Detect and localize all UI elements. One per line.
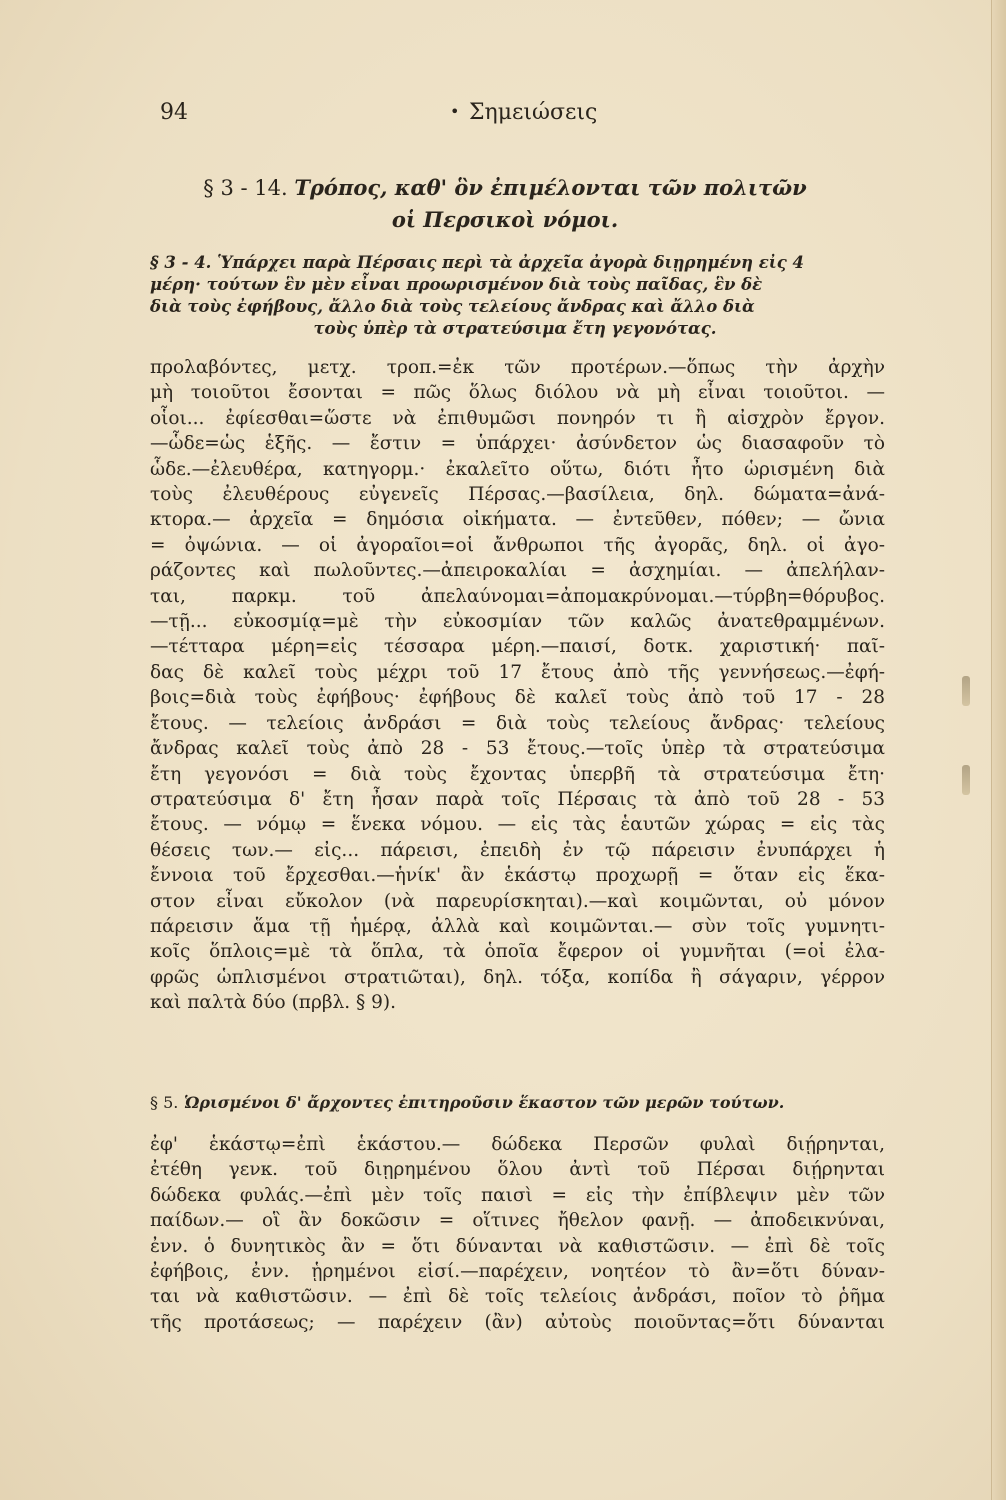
page-number: 94: [160, 100, 188, 125]
text-line: κοῖς ὅπλοις=μὲ τὰ ὅπλα, τὰ ὁποῖα ἔφερον οἱ γυμνῆται (=οἱ ἐλα-: [150, 941, 885, 963]
text-line: ὧδε.—ἐλευθέρα, κατηγορμ.· ἐκαλεῖτο οὕτω, διότι ἦτο ὡρισμένη διὰ: [150, 458, 885, 480]
text-line: θέσεις των.— εἰς... πάρεισι, ἐπειδὴ ἐν τῷ πάρεισιν ἐνυπάρχει ἡ: [150, 839, 885, 861]
title-ref: § 3 - 14.: [203, 176, 288, 200]
text-line: ἐφήβοις, ἐνν. ᾑρημένοι εἰσί.—παρέχειν, νοητέον τὸ ἂν=ὅτι δύναν-: [150, 1261, 885, 1283]
margin-mark: [962, 765, 970, 795]
text-line: —τῇ... εὐκοσμίᾳ=μὲ τὴν εὐκοσμίαν τῶν καλῶς ἀνατεθραμμένων.: [150, 611, 885, 633]
text-line: ἔννοια τοῦ ἔρχεσθαι.—ἡνίκ' ἂν ἑκάστῳ προχωρῇ = ὅταν εἰς ἕκα-: [150, 865, 885, 887]
text-line: μὴ τοιοῦτοι ἔσονται = πῶς ὅλως διόλου νὰ μὴ εἶναι τοιοῦτοι. —: [150, 382, 885, 404]
text-line: ται νὰ καθιστῶσιν. — ἐπὶ δὲ τοῖς τελείοις ἀνδράσι, ποῖον τὸ ῥῆμα: [150, 1286, 885, 1308]
text-line: καὶ παλτὰ δύο (πρβλ. § 9).: [150, 992, 397, 1014]
text-line: κτορα.— ἀρχεῖα = δημόσια οἰκήματα. — ἐντεῦθεν, πόθεν; — ὤνια: [150, 509, 885, 531]
text-line: ἄνδρας καλεῖ τοὺς ἀπὸ 28 - 53 ἔτους.—τοῖς ὑπὲρ τὰ στρατεύσιμα: [150, 738, 885, 760]
text-line: βοις=διὰ τοὺς ἐφήβους· ἐφήβους δὲ καλεῖ τοὺς ἀπὸ τοῦ 17 - 28: [150, 687, 885, 709]
text-line: —τέτταρα μέρη=εἰς τέσσαρα μέρη.—παισί, δοτκ. χαριστική· παῖ-: [150, 636, 885, 658]
text-line: ἐφ' ἑκάστῳ=ἐπὶ ἑκάστου.— δώδεκα Περσῶν φυλαὶ διῄρηνται,: [150, 1134, 885, 1155]
text-line: δας δὲ καλεῖ τοὺς μέχρι τοῦ 17 ἔτους ἀπὸ τῆς γεννήσεως.—ἐφή-: [150, 661, 885, 683]
summary-line: μέρη· τούτων ἓν μὲν εἶναι προωρισμένον διὰ τοὺς παῖδας, ἓν δὲ: [150, 275, 763, 294]
title-line-2: οἱ Περσικοὶ νόμοι.: [391, 207, 619, 232]
text-line: στον εἶναι εὔκολον (νὰ παρευρίσκηται).—καὶ κοιμῶνται, οὐ μόνον: [150, 890, 885, 912]
section-5-title: Ὡρισμένοι δ' ἄρχοντες ἐπιτηροῦσιν ἕκαστον τῶν μερῶν τούτων.: [183, 1093, 785, 1112]
title-text-1: Τρόπος, καθ' ὃν ἐπιμέλονται τῶν πολιτῶν: [294, 175, 807, 200]
text-line: οἷοι... ἐφίεσθαι=ὥστε νὰ ἐπιθυμῶσι πονηρόν τι ἢ αἰσχρὸν ἔργον.: [150, 407, 885, 429]
text-line: ράζοντες καὶ πωλοῦντες.—ἀπειροκαλίαι = ἀσχημίαι. — ἀπελήλαν-: [150, 560, 885, 582]
text-line: στρατεύσιμα δ' ἔτη ἦσαν παρὰ τοῖς Πέρσαις τὰ ἀπὸ τοῦ 28 - 53: [150, 788, 885, 810]
text-line: —ὧδε=ὡς ἑξῆς. — ἔστιν = ὑπάρχει· ἀσύνδετον ὡς διασαφοῦν τὸ: [150, 433, 885, 455]
text-line: πάρεισιν ἅμα τῇ ἡμέρᾳ, ἀλλὰ καὶ κοιμῶνται.— σὺν τοῖς γυμνητι-: [150, 915, 885, 937]
section-5-heading: [150, 1093, 885, 1112]
page-header: [160, 100, 860, 130]
text-line: δώδεκα φυλάς.—ἐπὶ μὲν τοῖς παισὶ = εἰς τὴν ἐπίβλεψιν μὲν τῶν: [150, 1184, 885, 1206]
section-title: [150, 172, 860, 235]
text-line: ἔτους. — νόμῳ = ἕνεκα νόμου. — εἰς τὰς ἑαυτῶν χώρας = εἰς τὰς: [150, 814, 885, 836]
text-line: ται, παρκμ. τοῦ ἀπελαύνομαι=ἀπομακρύνομαι.—τύρβη=θόρυβος.: [150, 585, 885, 607]
summary-line: διὰ τοὺς ἐφήβους, ἄλλο διὰ τοὺς τελείους ἄνδρας καὶ ἄλλο διὰ: [150, 297, 755, 316]
text-line: τῆς προτάσεως; — παρέχειν (ἂν) αὐτοὺς ποιοῦντας=ὅτι δύνανται: [150, 1311, 885, 1333]
text-line: τοὺς ἐλευθέρους εὐγενεῖς Πέρσας.—βασίλεια, δηλ. δώματα=ἀνά-: [150, 484, 885, 506]
text-line: προλαβόντες, μετχ. τροπ.=ἐκ τῶν προτέρων.—ὅπως τὴν ἀρχὴν: [150, 357, 885, 378]
text-line: = ὀψώνια. — οἱ ἀγοραῖοι=οἱ ἄνθρωποι τῆς ἀγορᾶς, δηλ. οἱ ἀγο-: [150, 534, 885, 556]
header-dot: •: [450, 102, 460, 121]
summary-line: § 3 - 4. Ὑπάρχει παρὰ Πέρσαις περὶ τὰ ἀρχεῖα ἀγορὰ διῃρημένη εἰς 4: [150, 253, 805, 272]
text-line: ἐνν. ὁ δυνητικὸς ἂν = ὅτι δύνανται νὰ καθιστῶσιν. — ἐπὶ δὲ τοῖς: [150, 1235, 885, 1257]
section-5-ref: § 5.: [150, 1093, 179, 1112]
summary-paragraph: [150, 252, 880, 340]
page-edge: [991, 0, 1006, 1500]
notes-block-1: [150, 355, 885, 1016]
text-line: ἔτους. — τελείοις ἀνδράσι = διὰ τοὺς τελείους ἄνδρας· τελείους: [150, 712, 885, 734]
text-line: φρῶς ὡπλισμένοι στρατιῶται), δηλ. τόξα, κοπίδα ἢ σάγαριν, γέρρον: [150, 966, 885, 988]
summary-line: τοὺς ὑπὲρ τὰ στρατεύσιμα ἔτη γεγονότας.: [313, 319, 717, 338]
text-line: ἔτη γεγονόσι = διὰ τοὺς ἔχοντας ὑπερβῆ τὰ στρατεύσιμα ἔτη·: [150, 763, 885, 785]
running-head: Σημειώσεις: [469, 100, 598, 125]
margin-mark: [962, 676, 970, 706]
text-line: ἐτέθη γενκ. τοῦ διῃρημένου ὅλου ἀντὶ τοῦ Πέρσαι διῄρηνται: [150, 1159, 885, 1181]
text-line: παίδων.— οἳ ἂν δοκῶσιν = οἵτινες ἤθελον φανῇ. — ἀποδεικνύναι,: [150, 1210, 885, 1232]
notes-block-2: [150, 1132, 885, 1335]
title-line-1: [150, 172, 860, 204]
